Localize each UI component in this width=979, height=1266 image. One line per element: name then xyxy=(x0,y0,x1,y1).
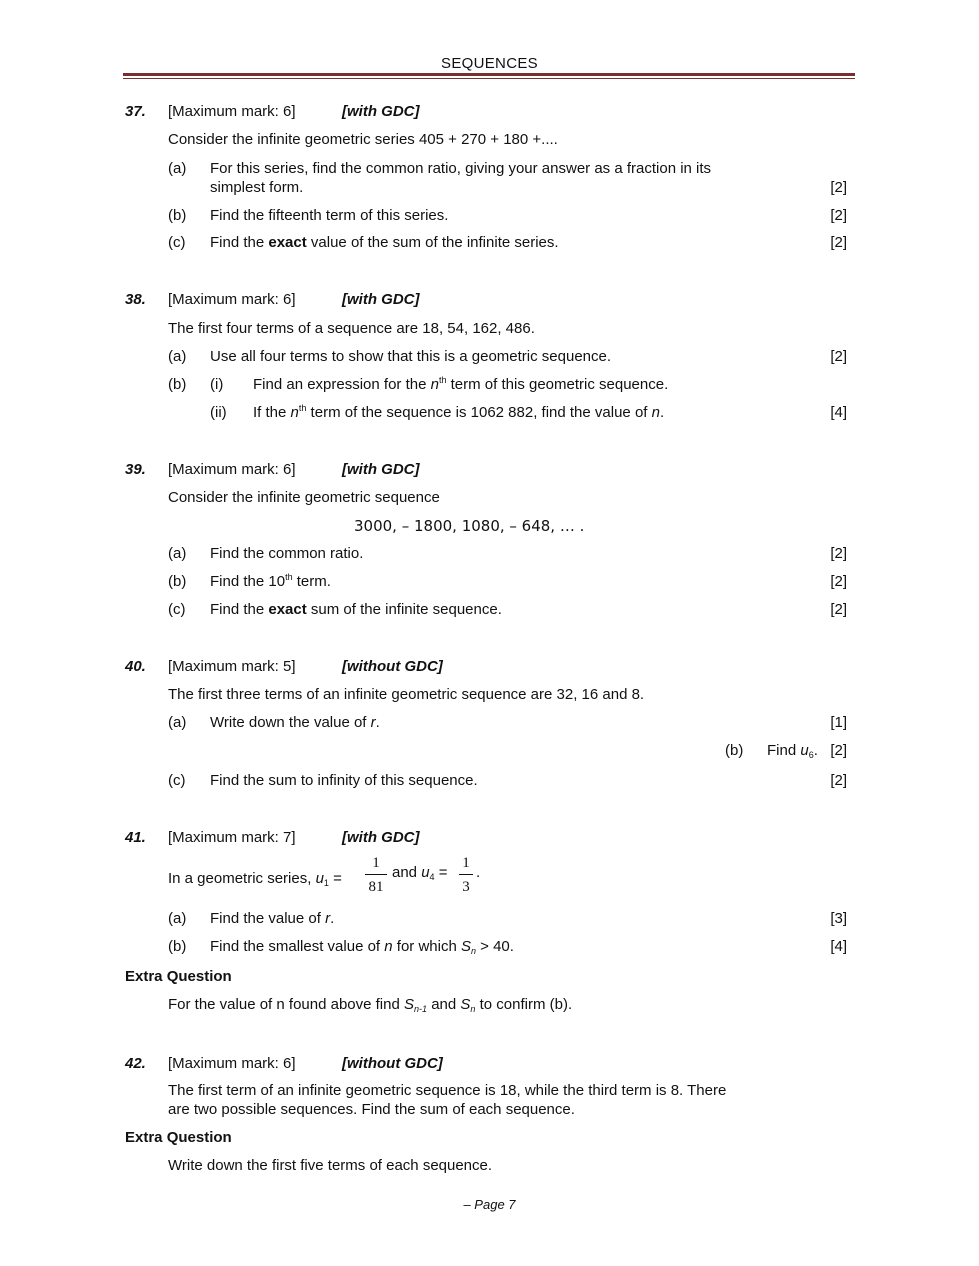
part-a-text-line1: For this series, find the common ratio, giving your answer as a fraction in its xyxy=(210,160,712,177)
fraction-one-over-3: 1 3 xyxy=(459,855,473,895)
part-b-mark: [2] xyxy=(830,742,847,759)
page-number: – Page 7 xyxy=(463,1197,516,1212)
part-label-a: (a) xyxy=(168,714,187,731)
part-b-mark: [4] xyxy=(830,404,847,421)
part-c-mark: [2] xyxy=(830,234,847,251)
part-label-b: (b) xyxy=(168,938,187,955)
part-a-mark: [2] xyxy=(830,348,847,365)
part-a-mark: [2] xyxy=(830,179,847,196)
part-label-a: (a) xyxy=(168,348,187,365)
extra-question-heading: Extra Question xyxy=(125,1129,232,1146)
fraction-one-over-81: 1 81 xyxy=(365,855,387,895)
header-rule-thick xyxy=(123,73,855,76)
part-a-text: Use all four terms to show that this is a geometric sequence. xyxy=(210,348,612,365)
question-number: 41. xyxy=(125,829,146,846)
part-label-b: (b) xyxy=(168,573,187,590)
subpart-label-i: (i) xyxy=(210,376,224,393)
part-a-text: Write down the value of r. xyxy=(210,714,380,731)
part-label-a: (a) xyxy=(168,160,187,177)
part-label-a: (a) xyxy=(168,545,187,562)
part-b-text: Find the 10th term. xyxy=(210,572,331,590)
part-c-text: Find the exact sum of the infinite sequence. xyxy=(210,601,502,618)
part-c-mark: [2] xyxy=(830,601,847,618)
gdc-indicator: [without GDC] xyxy=(342,1055,443,1072)
part-b-text: Find $u_6$. xyxy=(767,742,818,760)
intro-period: . xyxy=(476,864,481,881)
part-label-a: (a) xyxy=(168,910,187,927)
gdc-indicator: [with GDC] xyxy=(342,103,420,120)
question-number: 42. xyxy=(125,1055,146,1072)
part-label-b: (b) xyxy=(168,207,187,224)
question-intro: In a geometric series, $u_1$ = xyxy=(168,870,342,888)
part-label-c: (c) xyxy=(168,234,186,251)
page-header-title: SEQUENCES xyxy=(441,55,538,72)
part-a-mark: [3] xyxy=(830,910,847,927)
extra-question-heading: Extra Question xyxy=(125,968,232,985)
part-a-text-line2: simplest form. xyxy=(210,179,304,196)
part-b-mark: [2] xyxy=(830,573,847,590)
maximum-mark: [Maximum mark: 6] xyxy=(168,291,296,308)
question-intro: Consider the infinite geometric sequence xyxy=(168,489,440,506)
question-text-line1: The first term of an infinite geometric sequence is 18, while the third term is 8. There xyxy=(168,1082,727,1099)
part-a-mark: [1] xyxy=(830,714,847,731)
part-label-b: (b) xyxy=(168,376,187,393)
header-rule-thin xyxy=(123,78,855,79)
question-intro: Consider the infinite geometric series 405 + 270 + 180 +.... xyxy=(168,131,558,148)
u4-expression: and $u_4$ = xyxy=(392,864,448,882)
subpart-label-ii: (ii) xyxy=(210,404,227,421)
question-number: 38. xyxy=(125,291,146,308)
maximum-mark: [Maximum mark: 6] xyxy=(168,103,296,120)
part-c-text: Find the sum to infinity of this sequence. xyxy=(210,772,478,789)
part-a-text: Find the common ratio. xyxy=(210,545,364,562)
emphasis-exact: exact xyxy=(268,601,307,618)
maximum-mark: [Maximum mark: 6] xyxy=(168,1055,296,1072)
question-number: 37. xyxy=(125,103,146,120)
emphasis-exact: exact xyxy=(268,234,307,251)
gdc-indicator: [with GDC] xyxy=(342,291,420,308)
subpart-ii-text: If the $n^{th}$ term of the sequence is 1062 882, find the value of n. xyxy=(253,403,665,421)
part-label-b: (b) xyxy=(725,742,744,759)
extra-question-text: Write down the first five terms of each sequence. xyxy=(168,1157,493,1174)
part-label-c: (c) xyxy=(168,772,186,789)
question-text-line2: are two possible sequences. Find the sum of each sequence. xyxy=(168,1101,575,1118)
question-number: 40. xyxy=(125,658,146,675)
gdc-indicator: [with GDC] xyxy=(342,829,420,846)
extra-question-text: For the value of n found above find $S_{n-1}$ and $S_n$ to confirm (b). xyxy=(168,996,573,1014)
part-c-mark: [2] xyxy=(830,772,847,789)
part-b-text: Find the smallest value of n for which $S_n > 40$. xyxy=(210,938,514,956)
question-number: 39. xyxy=(125,461,146,478)
maximum-mark: [Maximum mark: 5] xyxy=(168,658,296,675)
maximum-mark: [Maximum mark: 7] xyxy=(168,829,296,846)
sequence-display: 3000, – 1800, 1080, – 648, … . xyxy=(354,517,585,535)
gdc-indicator: [with GDC] xyxy=(342,461,420,478)
part-a-text: Find the value of r. xyxy=(210,910,335,927)
maximum-mark: [Maximum mark: 6] xyxy=(168,461,296,478)
question-intro: The first four terms of a sequence are 18, 54, 162, 486. xyxy=(168,320,535,337)
subpart-i-text: Find an expression for the $n^{th}$ term of this geometric sequence. xyxy=(253,375,669,393)
question-intro: The first three terms of an infinite geometric sequence are 32, 16 and 8. xyxy=(168,686,645,703)
part-b-mark: [4] xyxy=(830,938,847,955)
gdc-indicator: [without GDC] xyxy=(342,658,443,675)
part-c-text: Find the exact value of the sum of the infinite series. xyxy=(210,234,559,251)
part-b-text: Find the fifteenth term of this series. xyxy=(210,207,449,224)
part-b-mark: [2] xyxy=(830,207,847,224)
part-label-c: (c) xyxy=(168,601,186,618)
part-a-mark: [2] xyxy=(830,545,847,562)
